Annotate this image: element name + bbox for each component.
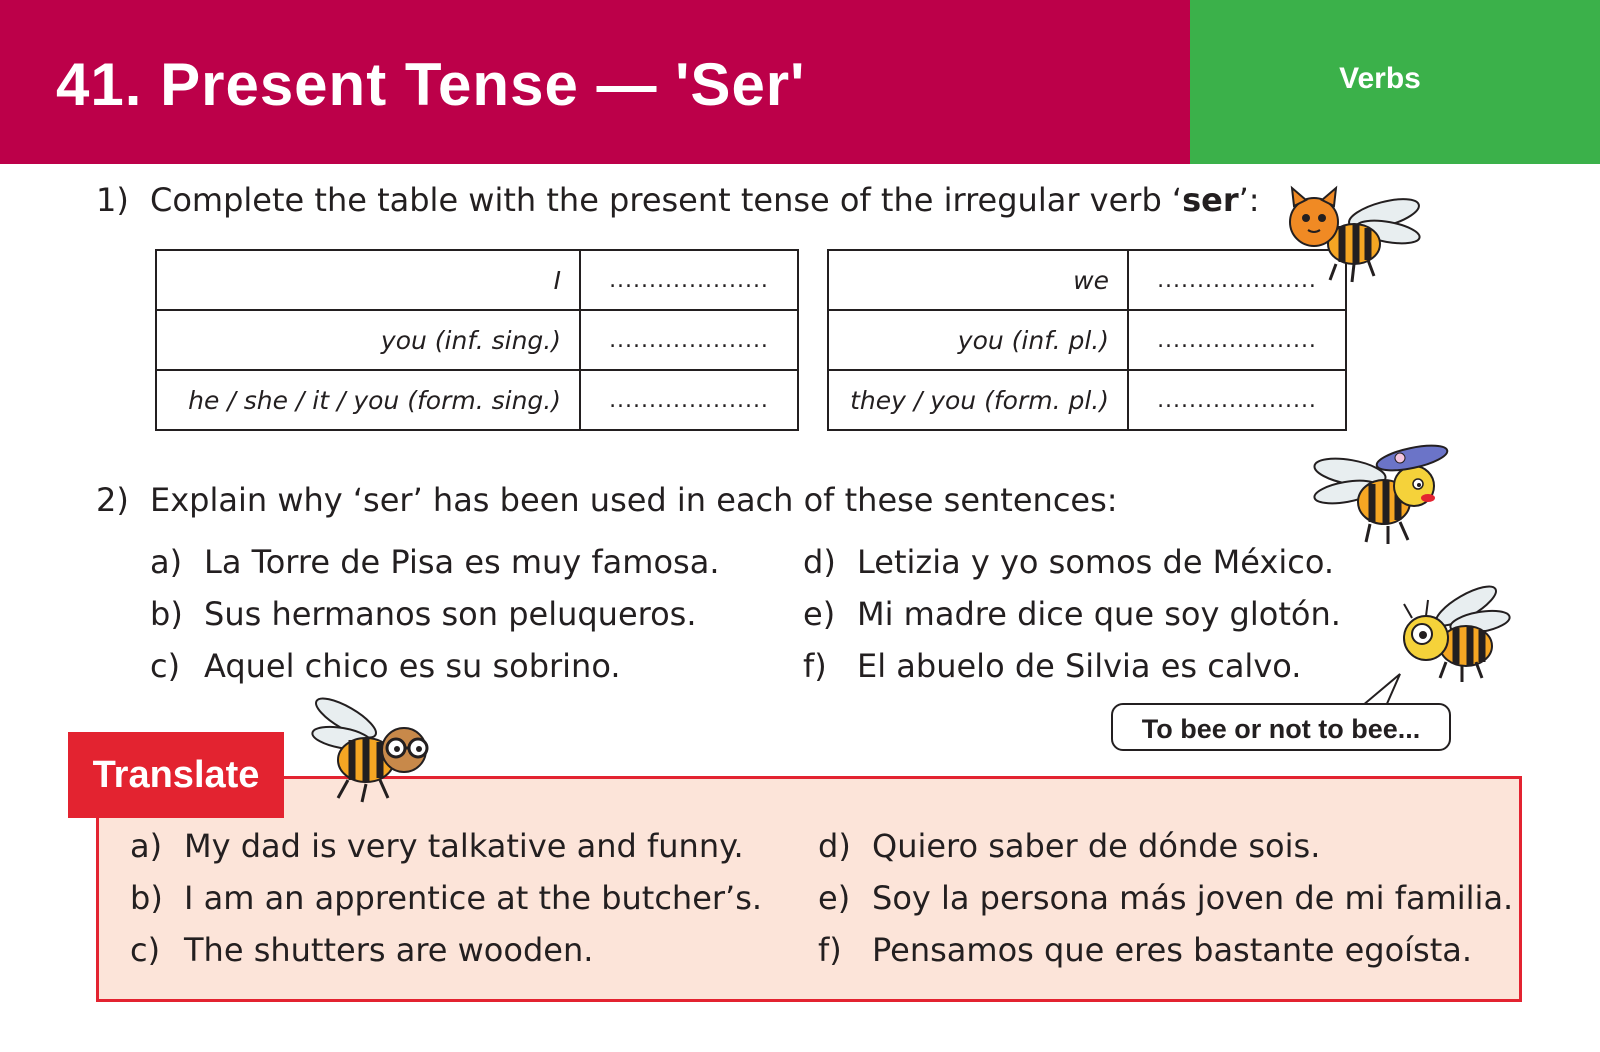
- section-label: Verbs: [1339, 62, 1421, 95]
- answer-blank[interactable]: ....................: [1128, 370, 1346, 430]
- item-text: Quiero saber de dónde sois.: [872, 827, 1321, 865]
- pronoun-cell: you (inf. sing.): [156, 310, 580, 370]
- answer-blank[interactable]: ....................: [580, 310, 798, 370]
- question-1-verb: ser: [1182, 181, 1239, 219]
- item-letter: c): [130, 931, 161, 969]
- list-item: [150, 542, 719, 582]
- list-item: [150, 594, 697, 634]
- item-letter: f): [803, 647, 827, 685]
- table-row: [156, 310, 798, 370]
- item-letter: b): [150, 595, 183, 633]
- item-text: Letizia y yo somos de México.: [857, 543, 1335, 581]
- item-letter: d): [803, 543, 836, 581]
- item-text: Sus hermanos son peluqueros.: [204, 595, 697, 633]
- table-row: [828, 370, 1346, 430]
- list-item: [803, 646, 1301, 686]
- item-letter: d): [818, 827, 851, 865]
- page-title: 41. Present Tense — 'Ser': [56, 51, 806, 118]
- answer-blank[interactable]: ....................: [580, 250, 798, 310]
- list-item: [818, 878, 1513, 918]
- conjugation-table-plural: [827, 249, 1347, 431]
- glasses-bee-icon: [308, 698, 448, 808]
- item-letter: a): [150, 543, 183, 581]
- pronoun-cell: I: [156, 250, 580, 310]
- question-1-number: 1): [96, 181, 129, 219]
- question-2-number: 2): [96, 481, 129, 519]
- pronoun-cell: we: [828, 250, 1128, 310]
- item-text: Mi madre dice que soy glotón.: [857, 595, 1341, 633]
- list-item: [818, 930, 1472, 970]
- list-item: [150, 646, 621, 686]
- answer-blank[interactable]: ....................: [1128, 250, 1346, 310]
- section-banner: [1190, 0, 1600, 164]
- answer-blank[interactable]: ....................: [580, 370, 798, 430]
- question-1-text: [150, 180, 1260, 220]
- table-row: [828, 310, 1346, 370]
- conjugation-table-singular: [155, 249, 799, 431]
- answer-blank[interactable]: ....................: [1128, 310, 1346, 370]
- speech-bubble: To bee or not to bee...: [1111, 703, 1451, 751]
- item-letter: c): [150, 647, 181, 685]
- item-text: Soy la persona más joven de mi familia.: [872, 879, 1514, 917]
- list-item: [803, 594, 1341, 634]
- pronoun-cell: you (inf. pl.): [828, 310, 1128, 370]
- list-item: [818, 826, 1320, 866]
- pronoun-cell: he / she / it / you (form. sing.): [156, 370, 580, 430]
- item-letter: e): [803, 595, 836, 633]
- item-text: Aquel chico es su sobrino.: [204, 647, 621, 685]
- translate-tab: [68, 732, 284, 818]
- question-1-text-before: Complete the table with the present tense of the irregular verb ‘: [150, 181, 1183, 219]
- translate-label: Translate: [92, 754, 260, 796]
- list-item: [130, 930, 593, 970]
- list-item: [130, 878, 762, 918]
- item-text: El abuelo de Silvia es calvo.: [857, 647, 1302, 685]
- item-text: Pensamos que eres bastante egoísta.: [872, 931, 1473, 969]
- item-text: I am an apprentice at the butcher’s.: [184, 879, 763, 917]
- title-banner: [0, 0, 1190, 164]
- worried-bee-icon: [1382, 582, 1522, 692]
- list-item: [803, 542, 1334, 582]
- item-letter: b): [130, 879, 163, 917]
- item-letter: e): [818, 879, 851, 917]
- question-2-text: Explain why ‘ser’ has been used in each of these sentences:: [150, 481, 1118, 519]
- table-row: [156, 370, 798, 430]
- item-letter: a): [130, 827, 163, 865]
- hat-bee-icon: [1312, 444, 1462, 554]
- table-row: [828, 250, 1346, 310]
- item-text: The shutters are wooden.: [184, 931, 594, 969]
- item-text: My dad is very talkative and funny.: [184, 827, 744, 865]
- item-letter: f): [818, 931, 842, 969]
- question-1-text-after: ’:: [1238, 181, 1260, 219]
- item-text: La Torre de Pisa es muy famosa.: [204, 543, 720, 581]
- pronoun-cell: they / you (form. pl.): [828, 370, 1128, 430]
- table-row: [156, 250, 798, 310]
- list-item: [130, 826, 744, 866]
- cat-bee-icon: [1276, 184, 1426, 294]
